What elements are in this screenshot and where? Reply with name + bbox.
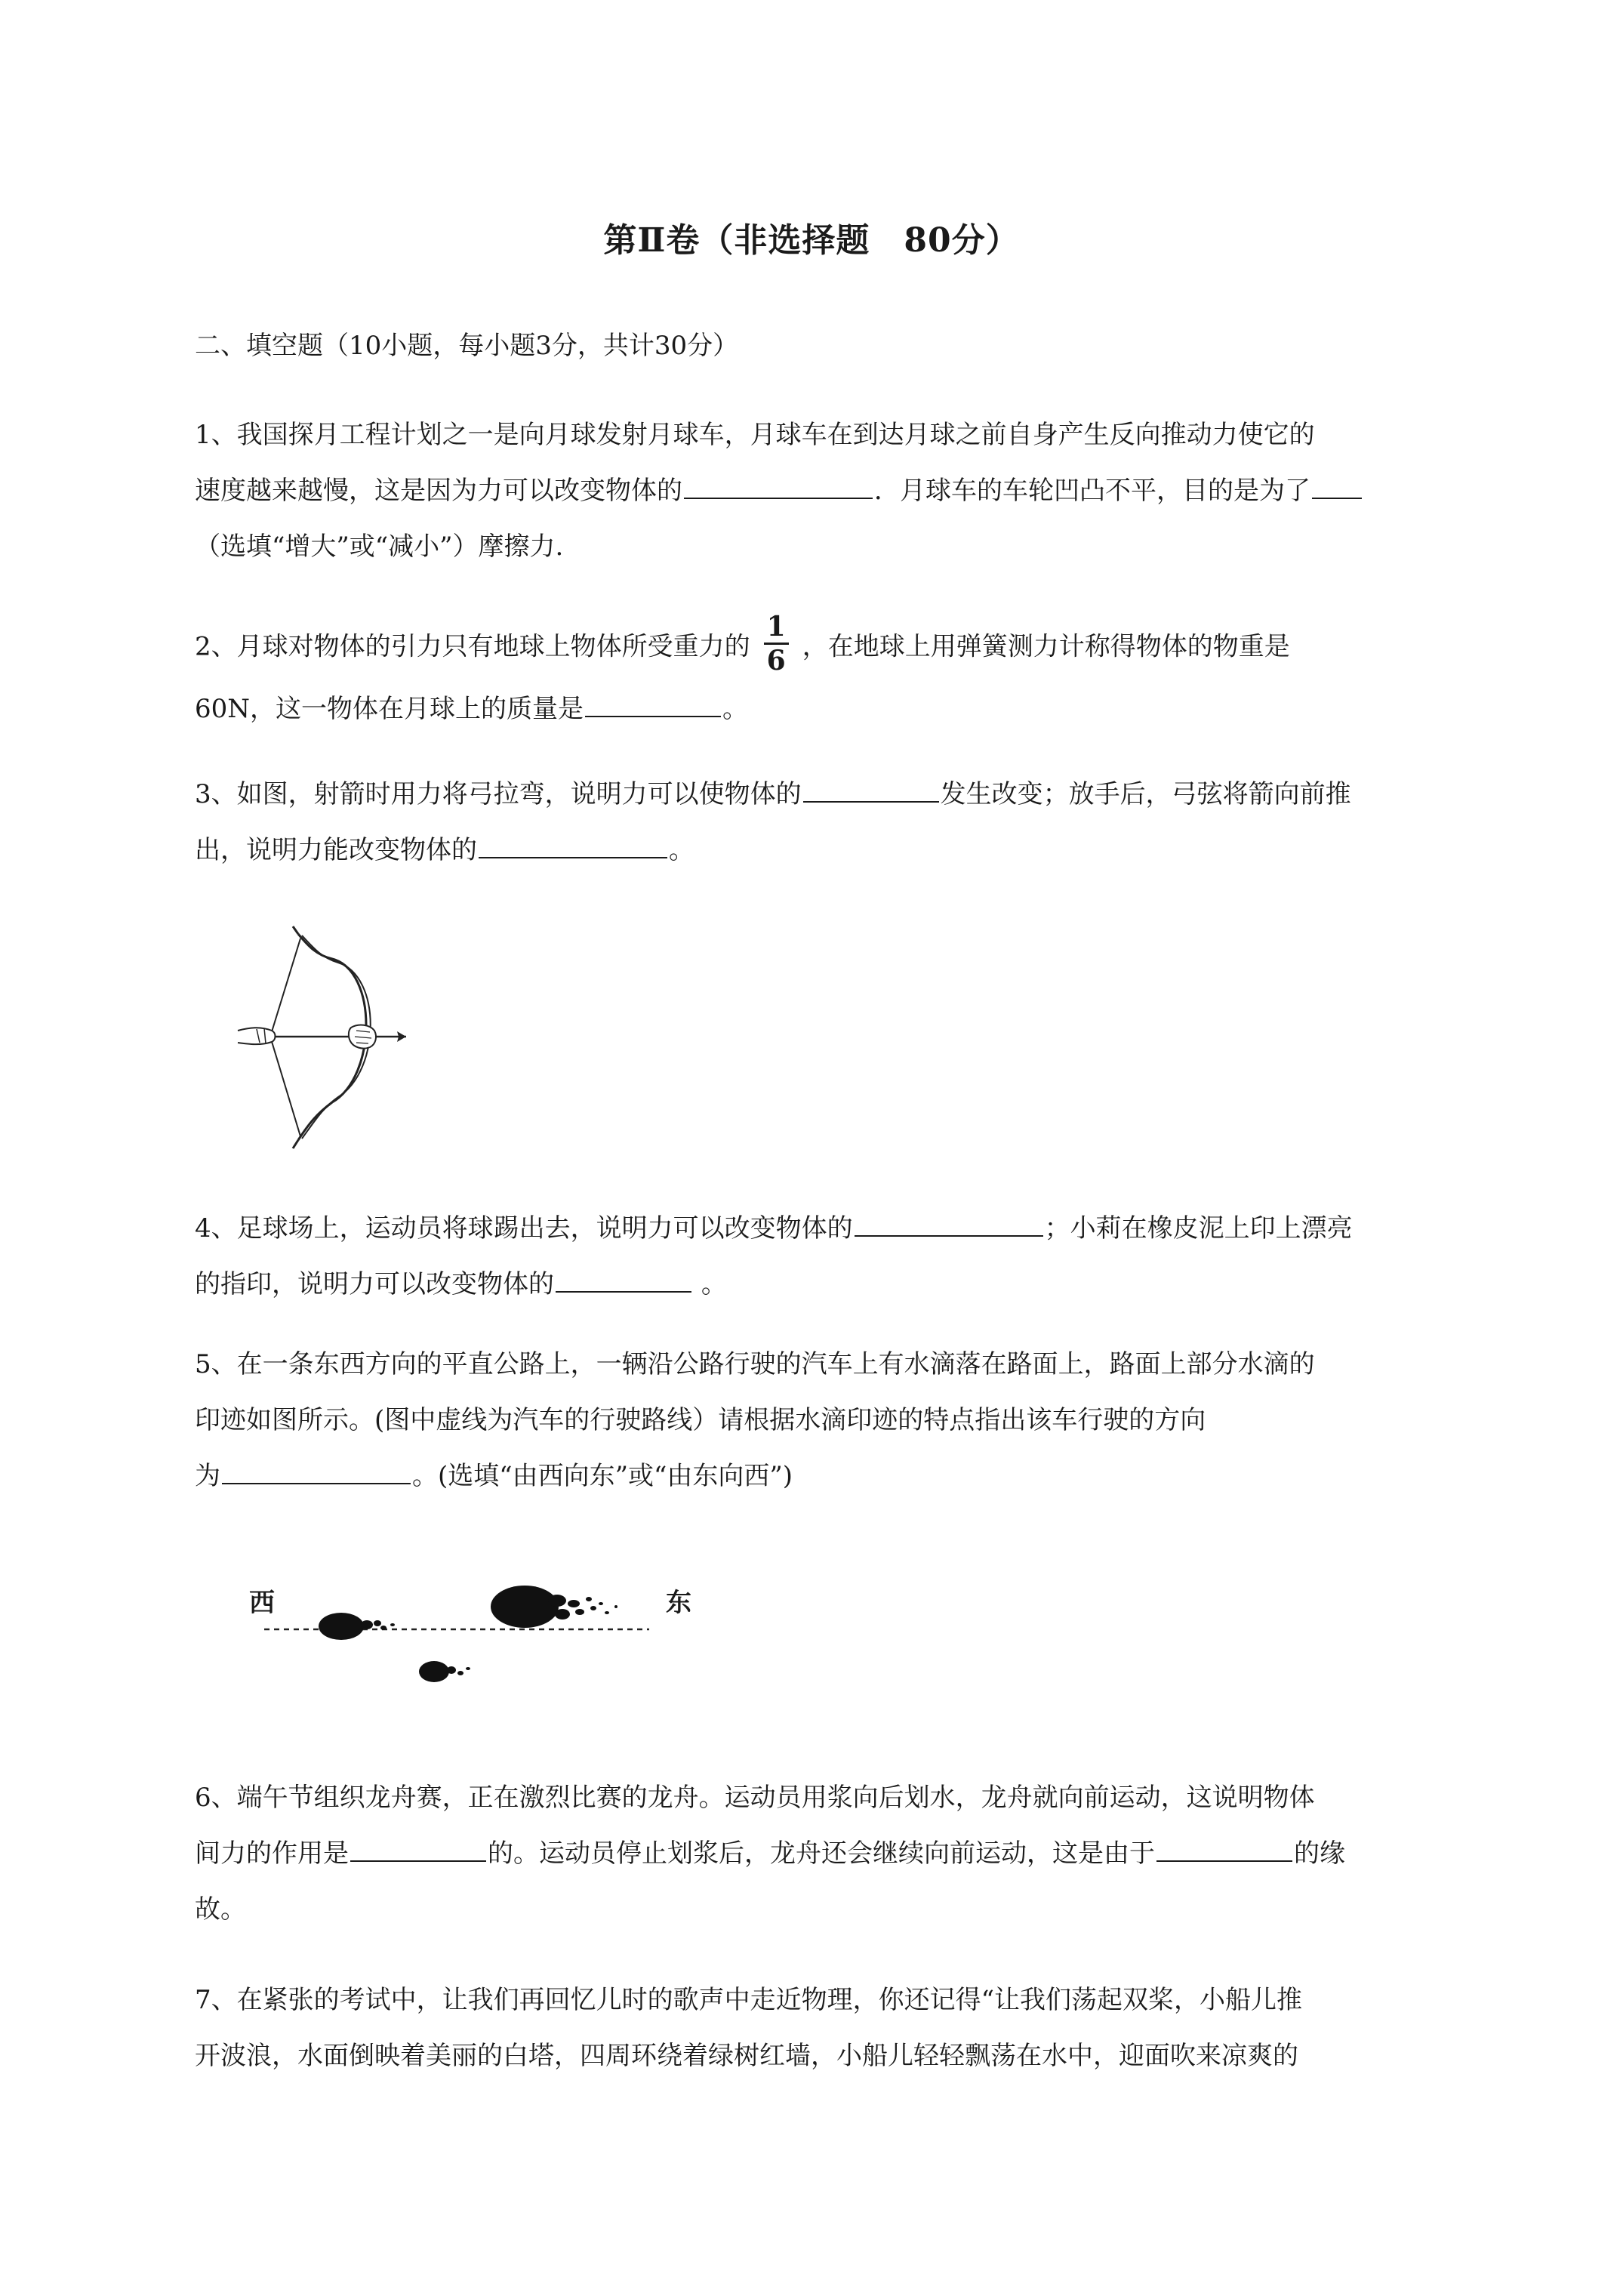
question-5 [195, 1336, 1523, 1504]
q3-line-2 [195, 822, 1523, 878]
page-title: 第Ⅱ卷（非选择题 80分） [603, 221, 1020, 260]
q4-line-1 [195, 1200, 1523, 1256]
question-2 [195, 611, 1523, 737]
q5-line-1: 5、在一条东西方向的平直公路上，一辆沿公路行驶的汽车上有水滴落在路面上，路面上部分水滴的 [195, 1349, 1315, 1379]
q4-text-c: 的指印，说明力可以改变物体的 [195, 1269, 554, 1299]
q4-text-a: 4、足球场上，运动员将球踢出去，说明力可以改变物体的 [195, 1213, 853, 1244]
q1-text-a: 速度越来越慢，这是因为力可以改变物体的 [195, 476, 682, 506]
q4-blank-2[interactable] [556, 1261, 691, 1293]
q1-line-1: 1、我国探月工程计划之一是向月球发射月球车，月球车在到达月球之前自身产生反向推动力使它的 [195, 420, 1315, 450]
q1-blank-1[interactable] [684, 467, 873, 499]
q5-blank[interactable] [222, 1453, 411, 1484]
water-drop-figure [242, 1570, 710, 1699]
q7-line-2: 开波浪，水面倒映着美丽的白塔，四周环绕着绿树红墙，小船儿轻轻飘荡在水中，迎面吹来凉爽的 [195, 2041, 1298, 2071]
water-drop-large [491, 1586, 617, 1628]
q2-text-c: 60N，这一物体在月球上的质量是 [195, 694, 584, 724]
q2-line-2 [195, 681, 1523, 737]
bow-hand [349, 1025, 376, 1049]
q6-line-1: 6、端午节组织龙舟赛，正在激烈比赛的龙舟。运动员用浆向后划水，龙舟就向前运动，这说明物体 [195, 1783, 1315, 1813]
q3-text-d: 。 [669, 835, 694, 865]
east-label-text: 东 [666, 1588, 691, 1618]
q5-line-3 [195, 1448, 1523, 1504]
q4-text-d: 。 [701, 1269, 727, 1299]
q3-text-c: 出，说明力能改变物体的 [195, 835, 477, 865]
q5-text-b: 。(选填“由西向东”或“由东向西”) [412, 1461, 793, 1491]
section-heading: 二、填空题（10小题，每小题3分，共计30分） [195, 331, 739, 361]
q2-text-b: ，在地球上用弹簧测力计称得物体的物重是 [802, 631, 1290, 662]
q1-text-b: ．月球车的车轮凹凸不平，目的是为了 [874, 476, 1310, 506]
q1-line-3: （选填“增大”或“减小”）摩擦力. [195, 532, 564, 562]
fraction-denominator: 6 [766, 645, 786, 676]
q2-text-a: 2、月球对物体的引力只有地球上物体所受重力的 [195, 631, 750, 662]
question-1 [195, 407, 1523, 575]
question-3 [195, 766, 1523, 878]
q6-line-2 [195, 1826, 1523, 1881]
q6-line-3: 故。 [195, 1894, 246, 1925]
q7-line-1: 7、在紧张的考试中，让我们再回忆儿时的歌声中走近物理，你还记得“让我们荡起双桨，小船儿推 [195, 1985, 1303, 2015]
west-label-text: 西 [249, 1588, 275, 1618]
q2-line-1 [195, 611, 1523, 681]
question-4 [195, 1200, 1523, 1312]
q4-line-2 [195, 1256, 1523, 1312]
q6-text-b: 的。运动员停止划浆后，龙舟还会继续向前运动，这是由于 [488, 1838, 1155, 1869]
q6-blank-2[interactable] [1156, 1830, 1292, 1862]
q2-text-d: 。 [722, 694, 749, 724]
question-7 [195, 1972, 1523, 2084]
q6-blank-1[interactable] [350, 1830, 486, 1862]
q3-line-1 [195, 766, 1523, 822]
bow-and-arrow-figure [226, 925, 423, 1151]
q1-line-2 [195, 463, 1523, 519]
q5-line-2: 印迹如图所示。(图中虚线为汽车的行驶路线）请根据水滴印迹的特点指出该车行驶的方向 [195, 1405, 1206, 1435]
q4-text-b: ；小莉在橡皮泥上印上漂亮 [1044, 1213, 1353, 1244]
q5-text-a: 为 [195, 1461, 220, 1491]
q6-text-a: 间力的作用是 [195, 1838, 349, 1869]
water-drop-left [319, 1613, 395, 1640]
question-6 [195, 1770, 1523, 1937]
q2-blank[interactable] [585, 686, 721, 717]
q3-blank-2[interactable] [479, 827, 667, 858]
q1-blank-2[interactable] [1312, 467, 1362, 499]
q6-text-c: 的缘 [1294, 1838, 1345, 1869]
q3-blank-1[interactable] [803, 771, 939, 803]
water-drop-small [419, 1661, 470, 1682]
q3-text-a: 3、如图，射箭时用力将弓拉弯，说明力可以使物体的 [195, 779, 802, 809]
fraction-numerator: 1 [764, 611, 789, 645]
q4-blank-1[interactable] [855, 1205, 1043, 1237]
q3-text-b: 发生改变；放手后，弓弦将箭向前推 [940, 779, 1351, 809]
fraction-one-sixth [764, 611, 789, 676]
